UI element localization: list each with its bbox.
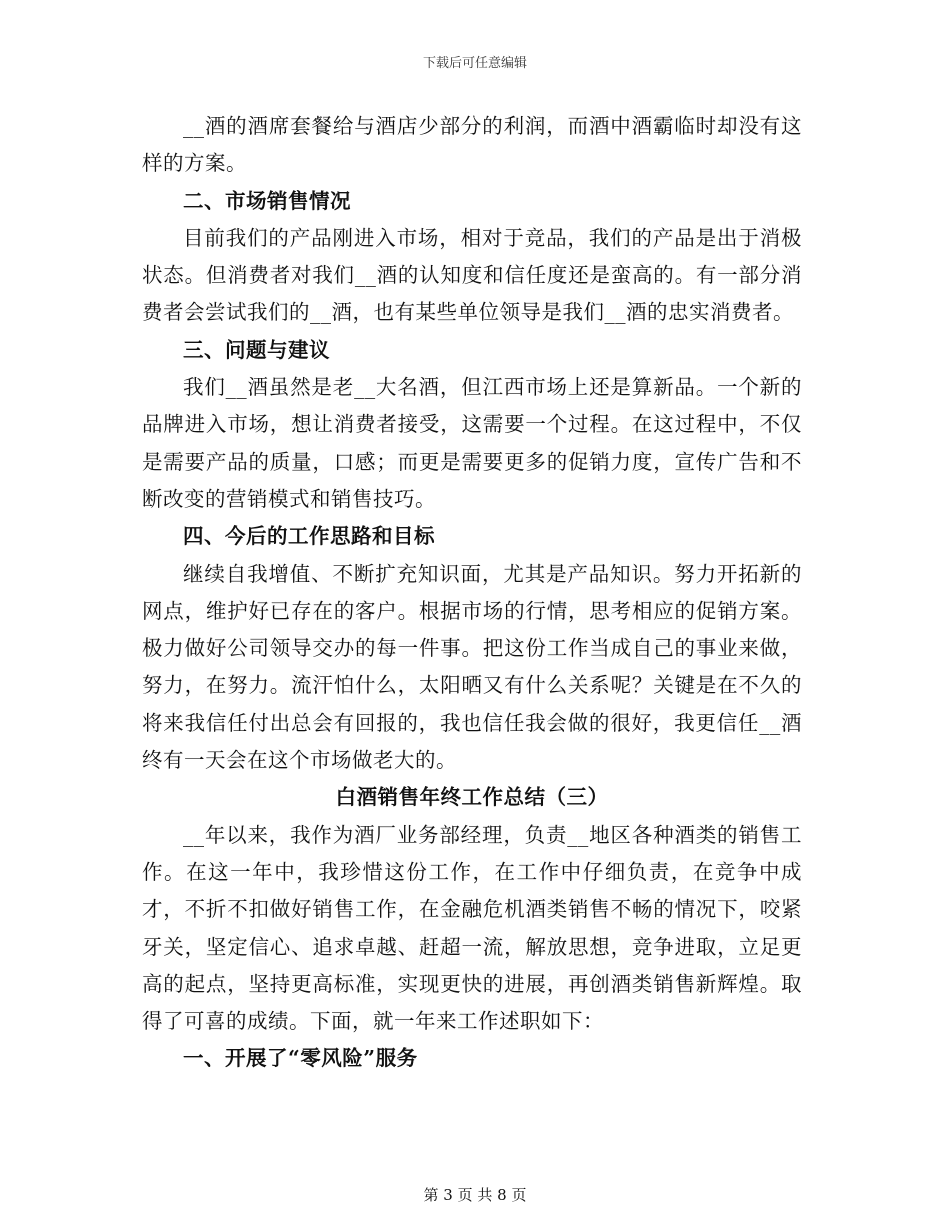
document-title: 白酒销售年终工作总结（三） xyxy=(335,785,609,810)
paragraph: 继续自我增值、不断扩充知识面，尤其是产品知识。努力开拓新的网点，维护好已存在的客户。根据市场的行情，思考相应的促销方案。极力做好公司领导交办的每一件事。把这份工作当成自己的事业来做，努力，在努力。流汗怕什么，太阳晒又有什么关系呢？关键是在不久的将来我信任付出总会有回报的，我也信任我会做的很好，我更信任__酒终有一天会在这个市场做老大的。 xyxy=(142,561,802,773)
paragraph: __酒的酒席套餐给与酒店少部分的利润，而酒中酒霸临时却没有这样的方案。 xyxy=(142,114,802,176)
paragraph: 目前我们的产品刚进入市场，相对于竞品，我们的产品是出于消极状态。但消费者对我们__酒的认知度和信任度还是蛮高的。有一部分消费者会尝试我们的__酒，也有某些单位领导是我们__酒的忠实消费者。 xyxy=(142,225,802,325)
document-body xyxy=(142,108,802,1078)
section-heading: 四、今后的工作思路和目标 xyxy=(183,524,435,549)
paragraph: __年以来，我作为酒厂业务部经理，负责__地区各种酒类的销售工作。在这一年中，我珍惜这份工作，在工作中仔细负责，在竞争中成才，不折不扣做好销售工作，在金融危机酒类销售不畅的情况下，咬紧牙关，坚定信心、追求卓越、赶超一流，解放思想，竞争进取，立足更高的起点，坚持更高标准，实现更快的进展，再创酒类销售新辉煌。取得了可喜的成绩。下面，就一年来工作述职如下： xyxy=(142,822,802,1034)
paragraph: 我们__酒虽然是老__大名酒，但江西市场上还是算新品。一个新的品牌进入市场，想让消费者接受，这需要一个过程。在这过程中，不仅是需要产品的质量，口感；而更是需要更多的促销力度，宣传广告和不断改变的营销模式和销售技巧。 xyxy=(142,375,802,511)
section-heading: 三、问题与建议 xyxy=(183,337,330,362)
page-header: 下载后可任意编辑 xyxy=(422,56,527,71)
page-footer: 第 3 页 共 8 页 xyxy=(423,1186,527,1204)
section-heading: 一、开展了“零风险”服务 xyxy=(183,1046,418,1071)
section-heading: 二、市场销售情况 xyxy=(183,188,351,213)
